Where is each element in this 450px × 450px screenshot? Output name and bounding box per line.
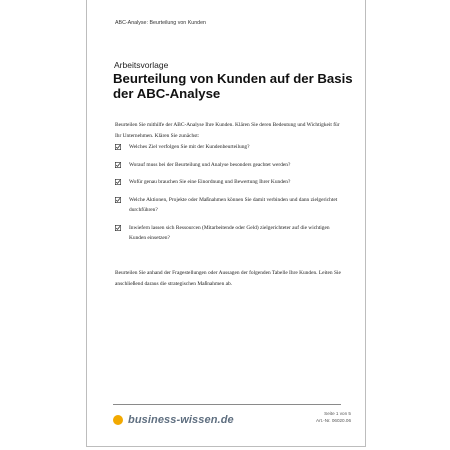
checkbox-checked-icon bbox=[115, 162, 121, 168]
page-number: Seite 1 von 5 bbox=[324, 411, 351, 416]
document-page bbox=[86, 0, 366, 447]
page-title: Beurteilung von Kunden auf der Basis der ABC-Analyse bbox=[113, 71, 353, 101]
article-number: Art.-Nr. 06020.06 bbox=[316, 418, 351, 423]
brand-logo bbox=[113, 413, 234, 427]
outro-paragraph: Beurteilen Sie anhand der Fragestellungen oder Aussagen der folgenden Tabelle Ihre Kunden. Leiten Sie anschließend daraus die strategischen Maßnahmen ab. bbox=[115, 270, 341, 287]
page-info bbox=[316, 410, 351, 424]
checklist-item bbox=[115, 142, 345, 153]
checklist-item-text: Worauf muss bei der Beurteilung und Analyse besonders geachtet werden? bbox=[129, 161, 291, 168]
checklist-item bbox=[115, 223, 345, 244]
checklist-item-text: Welche Aktionen, Projekte oder Maßnahmen können Sie damit verbinden und dann zielgerichtet durchführen? bbox=[129, 196, 338, 213]
running-header: ABC-Analyse: Beurteilung von Kunden bbox=[115, 20, 206, 26]
checklist-item-text: Inwiefern lassen sich Ressourcen (Mitarbeitende oder Geld) zielgerichteter auf die wichtigen Kunden einsetzen? bbox=[129, 224, 330, 241]
checklist-item-text: Wofür genau brauchen Sie eine Einordnung und Bewertung Ihrer Kunden? bbox=[129, 179, 291, 185]
checklist-item bbox=[115, 195, 345, 216]
checkbox-checked-icon bbox=[115, 197, 121, 203]
question-checklist bbox=[115, 142, 345, 251]
checkbox-checked-icon bbox=[115, 179, 121, 185]
logo-text: business-wissen.de bbox=[128, 414, 234, 426]
checkbox-checked-icon bbox=[115, 225, 121, 231]
logo-dot-icon bbox=[113, 415, 123, 425]
document-kicker: Arbeitsvorlage bbox=[114, 60, 169, 70]
intro-paragraph: Beurteilen Sie mithilfe der ABC-Analyse Ihre Kunden. Klären Sie deren Bedeutung und Wichtigkeit für Ihr Unternehmen. Klären Sie zunächst: bbox=[115, 122, 340, 139]
checklist-item bbox=[115, 177, 345, 188]
checklist-item bbox=[115, 160, 345, 171]
checkbox-checked-icon bbox=[115, 144, 121, 150]
footer-divider bbox=[113, 404, 341, 405]
checklist-item-text: Welches Ziel verfolgen Sie mit der Kundenbeurteilung? bbox=[129, 144, 250, 150]
